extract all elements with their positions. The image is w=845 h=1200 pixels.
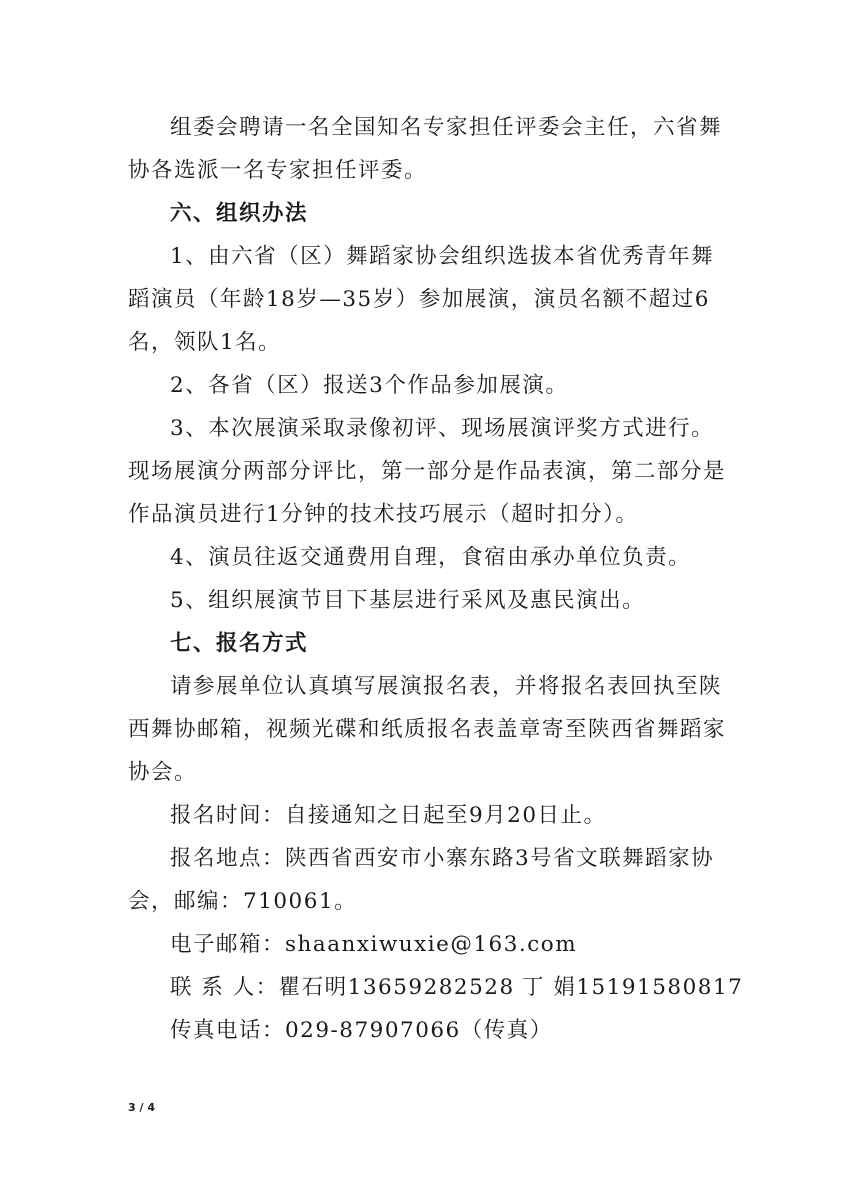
registration-address: 报名地点：陕西省西安市小寨东路3号省文联舞蹈家协 xyxy=(170,846,715,871)
contact-line xyxy=(170,974,744,1002)
paragraph-line: 2、各省（区）报送3个作品参加展演。 xyxy=(170,373,569,398)
paragraph-line: 5、组织展演节目下基层进行采风及惠民演出。 xyxy=(170,588,646,613)
section-heading-organization: 六、组织办法 xyxy=(170,201,309,226)
fax-line: 传真电话：029-87907066（传真） xyxy=(170,1018,553,1043)
paragraph-line: 3、本次展演采取录像初评、现场展演评奖方式进行。 xyxy=(170,416,715,441)
paragraph-line: 西舞协邮箱，视频光碟和纸质报名表盖章寄至陕西省舞蹈家 xyxy=(128,717,727,742)
contact-person-1: 瞿石明13659282528 xyxy=(278,975,515,1000)
paragraph-line: 组委会聘请一名全国知名专家担任评委会主任，六省舞 xyxy=(170,115,723,140)
paragraph-line: 作品演员进行1分钟的技术技巧展示（超时扣分）。 xyxy=(128,502,639,527)
paragraph-line: 请参展单位认真填写展演报名表，并将报名表回执至陕 xyxy=(170,674,723,699)
contact-person-2: 丁 娟15191580817 xyxy=(522,975,744,1000)
contact-label: 联 系 人： xyxy=(170,975,279,1000)
registration-address-continued: 会，邮编：710061。 xyxy=(128,889,358,914)
paragraph-line: 协各选派一名专家担任评委。 xyxy=(128,158,428,183)
section-heading-registration: 七、报名方式 xyxy=(170,631,309,656)
paragraph-line: 现场展演分两部分评比，第一部分是作品表演，第二部分是 xyxy=(128,459,727,484)
registration-time: 报名时间：自接通知之日起至9月20日止。 xyxy=(170,803,607,828)
paragraph-line: 名，领队1名。 xyxy=(128,330,282,355)
paragraph-line: 1、由六省（区）舞蹈家协会组织选拔本省优秀青年舞 xyxy=(170,244,715,269)
paragraph-line: 蹈演员（年龄18岁—35岁）参加展演，演员名额不超过6 xyxy=(128,287,710,312)
page-number: 3 / 4 xyxy=(128,1101,155,1114)
paragraph-line: 协会。 xyxy=(128,760,198,785)
email-line: 电子邮箱：shaanxiwuxie@163.com xyxy=(170,932,578,957)
paragraph-line: 4、演员往返交通费用自理，食宿由承办单位负责。 xyxy=(170,545,692,570)
